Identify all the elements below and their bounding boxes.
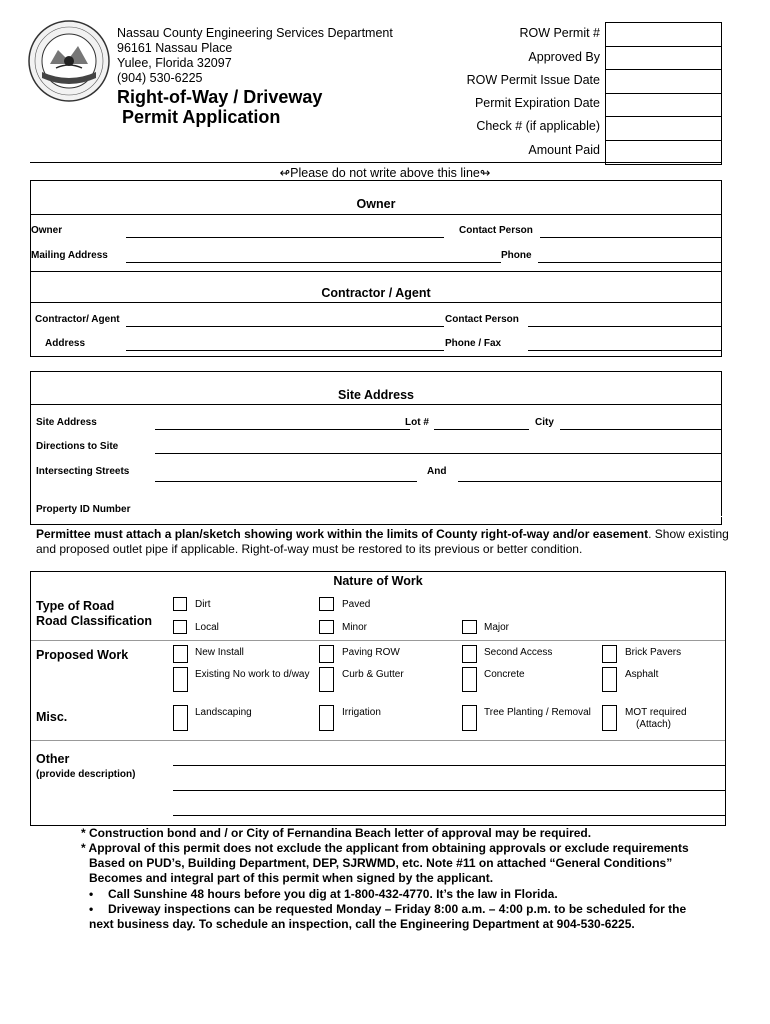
permit-expiration-field[interactable] xyxy=(606,94,721,118)
site-address-section xyxy=(30,371,722,525)
new-install-checkbox[interactable] xyxy=(173,645,188,663)
misc-section-divider xyxy=(31,740,725,741)
directions-input[interactable] xyxy=(155,453,722,454)
owner-title-divider xyxy=(31,214,721,215)
existing-no-work-checkbox[interactable] xyxy=(173,667,188,692)
note-inspections-cont: next business day. To schedule an inspection, call the Engineering Department at 904-530-6225. xyxy=(89,917,635,931)
mailing-address-label: Mailing Address xyxy=(31,250,108,261)
minor-checkbox[interactable] xyxy=(319,620,334,634)
owner-section-title: Owner xyxy=(356,197,396,211)
paved-checkbox[interactable] xyxy=(319,597,334,611)
note-construction-bond: * Construction bond and / or City of Fernandina Beach letter of approval may be required. xyxy=(81,826,592,840)
second-access-checkbox[interactable] xyxy=(462,645,477,663)
property-id-input[interactable] xyxy=(155,516,722,517)
proposed-work-label: Proposed Work xyxy=(36,648,129,662)
department-phone: (904) 530-6225 xyxy=(117,71,203,85)
other-description-line-3[interactable] xyxy=(173,815,725,816)
concrete-label: Concrete xyxy=(484,669,525,680)
contractor-contact-input[interactable] xyxy=(528,326,722,327)
road-classification-label: Road Classification xyxy=(36,614,152,628)
mailing-address-input[interactable] xyxy=(126,262,501,263)
major-label: Major xyxy=(484,622,510,633)
asphalt-label: Asphalt xyxy=(625,669,659,680)
instructions-bold: Permittee must attach a plan/sketch showing work within the limits of County right-of-way and/or easement xyxy=(36,527,649,541)
amount-paid-field[interactable] xyxy=(606,141,721,165)
bullet-icon: • xyxy=(89,887,94,901)
nature-of-work-section xyxy=(30,571,726,826)
contractor-contact-label: Contact Person xyxy=(445,314,519,325)
directions-label: Directions to Site xyxy=(36,441,119,452)
curb-gutter-label: Curb & Gutter xyxy=(342,669,404,680)
misc-label: Misc. xyxy=(36,710,68,724)
note-inspections: Driveway inspections can be requested Monday – Friday 8:00 a.m. – 4:00 p.m. to be scheduled for the xyxy=(108,902,687,916)
contractor-phone-fax-label: Phone / Fax xyxy=(445,338,502,349)
lot-number-label: Lot # xyxy=(405,417,429,428)
check-number-field[interactable] xyxy=(606,117,721,141)
county-seal-logo xyxy=(28,20,110,102)
city-label: City xyxy=(535,417,554,428)
tree-planting-checkbox[interactable] xyxy=(462,705,477,731)
owner-contractor-section xyxy=(30,180,722,357)
curb-gutter-checkbox[interactable] xyxy=(319,667,334,692)
note-call-sunshine: Call Sunshine 48 hours before you dig at 1-800-432-4770. It’s the law in Florida. xyxy=(108,887,558,901)
property-id-label: Property ID Number xyxy=(36,504,131,515)
department-address-line1: 96161 Nassau Place xyxy=(117,41,233,55)
site-address-input[interactable] xyxy=(155,429,410,430)
contractor-agent-label: Contractor/ Agent xyxy=(35,314,120,325)
department-name: Nassau County Engineering Services Department xyxy=(117,26,393,40)
other-description-hint: (provide description) xyxy=(36,769,136,780)
row-permit-field[interactable] xyxy=(606,23,721,47)
other-description-line-1[interactable] xyxy=(173,765,725,766)
concrete-checkbox[interactable] xyxy=(462,667,477,692)
lot-number-input[interactable] xyxy=(434,429,529,430)
owner-label: Owner xyxy=(31,225,63,236)
paving-row-checkbox[interactable] xyxy=(319,645,334,663)
do-not-write-notice: ↫Please do not write above this line↬ xyxy=(279,166,491,180)
other-label: Other xyxy=(36,752,70,766)
landscaping-label: Landscaping xyxy=(195,707,252,718)
dirt-label: Dirt xyxy=(195,599,211,610)
road-section-divider xyxy=(31,640,725,641)
owner-input[interactable] xyxy=(126,237,444,238)
second-access-label: Second Access xyxy=(484,647,553,658)
type-of-road-label: Type of Road xyxy=(36,599,115,613)
landscaping-checkbox[interactable] xyxy=(173,705,188,731)
minor-label: Minor xyxy=(342,622,368,633)
contractor-agent-input[interactable] xyxy=(126,326,444,327)
mot-required-checkbox[interactable] xyxy=(602,705,617,731)
paved-label: Paved xyxy=(342,599,371,610)
major-checkbox[interactable] xyxy=(462,620,477,634)
intersecting-streets-label: Intersecting Streets xyxy=(36,466,130,477)
approved-by-field[interactable] xyxy=(606,47,721,71)
site-address-label: Site Address xyxy=(36,417,97,428)
irrigation-checkbox[interactable] xyxy=(319,705,334,731)
contractor-address-label: Address xyxy=(45,338,86,349)
brick-pavers-label: Brick Pavers xyxy=(625,647,682,658)
intersecting-street-2-input[interactable] xyxy=(458,481,722,482)
contractor-title-divider xyxy=(31,302,721,303)
dirt-checkbox[interactable] xyxy=(173,597,187,611)
owner-contact-input[interactable] xyxy=(540,237,722,238)
new-install-label: New Install xyxy=(195,647,244,658)
mot-attach-label: (Attach) xyxy=(636,719,672,730)
instructions-paragraph xyxy=(36,527,736,557)
note-approval-cont-1: Based on PUD’s, Building Department, DEP, SJRWMD, etc. Note #11 on attached “General Conditions” xyxy=(89,856,673,870)
contractor-address-input[interactable] xyxy=(126,350,444,351)
irrigation-label: Irrigation xyxy=(342,707,381,718)
mot-required-label: MOT required xyxy=(625,707,687,718)
contractor-phone-fax-input[interactable] xyxy=(528,350,722,351)
office-use-table xyxy=(605,22,722,165)
other-description-line-2[interactable] xyxy=(173,790,725,791)
owner-phone-input[interactable] xyxy=(538,262,722,263)
asphalt-checkbox[interactable] xyxy=(602,667,617,692)
permit-issue-date-field[interactable] xyxy=(606,70,721,94)
approved-by-label: Approved By xyxy=(528,50,600,64)
owner-phone-label: Phone xyxy=(501,250,532,261)
city-input[interactable] xyxy=(560,429,722,430)
amount-paid-label: Amount Paid xyxy=(528,143,600,157)
owner-contact-label: Contact Person xyxy=(459,225,533,236)
form-title-line1: Right-of-Way / Driveway xyxy=(117,87,323,107)
contractor-section-title: Contractor / Agent xyxy=(321,286,431,300)
note-approval: * Approval of this permit does not exclude the applicant from obtaining approvals or exclude requirements xyxy=(81,841,689,855)
form-title-line2: Permit Application xyxy=(117,107,281,127)
local-label: Local xyxy=(195,622,219,633)
department-address-line2: Yulee, Florida 32097 xyxy=(117,56,232,70)
site-title-divider xyxy=(31,404,721,405)
intersecting-street-1-input[interactable] xyxy=(155,481,417,482)
bullet-icon: • xyxy=(89,902,94,916)
tree-planting-label: Tree Planting / Removal xyxy=(484,707,591,718)
header-divider xyxy=(30,162,722,163)
contractor-divider-top xyxy=(31,271,721,272)
nature-section-title: Nature of Work xyxy=(333,574,423,588)
instructions-rest: . Show existing and proposed outlet pipe if applicable. Right-of-way must be restored to its previous or better condition. xyxy=(36,527,729,556)
and-label: And xyxy=(427,466,447,477)
note-approval-cont-2: Becomes and integral part of this permit when signed by the applicant. xyxy=(89,871,494,885)
local-checkbox[interactable] xyxy=(173,620,187,634)
check-number-label: Check # (if applicable) xyxy=(476,119,600,133)
permit-expiration-label: Permit Expiration Date xyxy=(474,96,600,110)
row-permit-label: ROW Permit # xyxy=(519,26,600,40)
paving-row-label: Paving ROW xyxy=(342,647,400,658)
permit-issue-date-label: ROW Permit Issue Date xyxy=(466,73,600,87)
brick-pavers-checkbox[interactable] xyxy=(602,645,617,663)
existing-no-work-label: Existing No work to d/way xyxy=(195,669,310,680)
site-section-title: Site Address xyxy=(338,388,414,402)
